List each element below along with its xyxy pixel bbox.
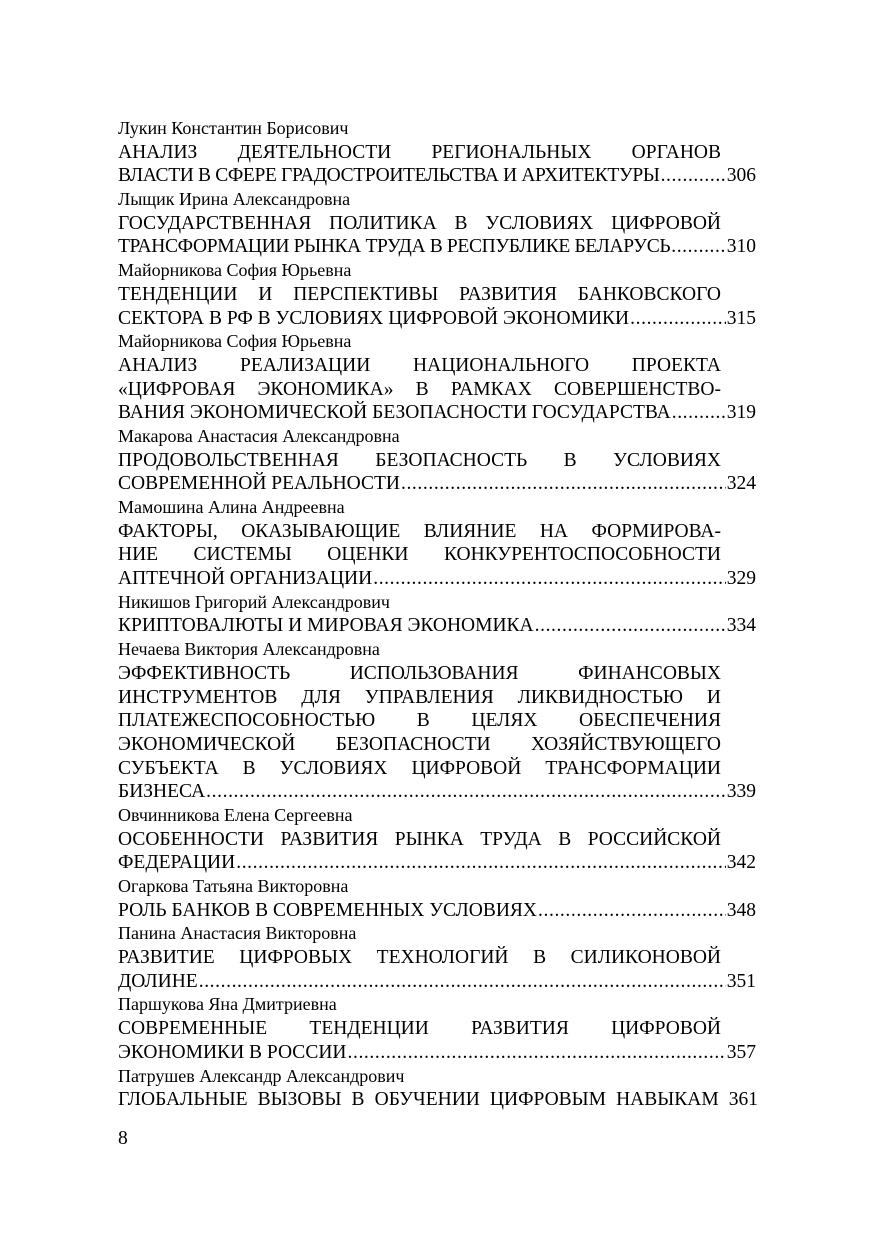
toc-page-number: 342 bbox=[726, 852, 756, 874]
toc-title-line: ГОСУДАРСТВЕННАЯ ПОЛИТИКА В УСЛОВИЯХ ЦИФРОВОЙ bbox=[118, 212, 721, 234]
toc-author: Макарова Анастасия Александровна bbox=[118, 425, 400, 446]
toc-title-line: РАЗВИТИЕ ЦИФРОВЫХ ТЕХНОЛОГИЙ В СИЛИКОНОВОЙ bbox=[118, 947, 721, 969]
dot-leader bbox=[206, 780, 726, 804]
toc-title-line: ГЛОБАЛЬНЫЕ ВЫЗОВЫ В ОБУЧЕНИИ ЦИФРОВЫМ НАВЫКАМ 361 bbox=[118, 1089, 758, 1111]
toc-title-text: СОВРЕМЕННОЙ РЕАЛЬНОСТИ bbox=[118, 473, 400, 495]
toc-title-line: АНАЛИЗ РЕАЛИЗАЦИИ НАЦИОНАЛЬНОГО ПРОЕКТА bbox=[118, 354, 721, 376]
toc-author: Никишов Григорий Александрович bbox=[118, 591, 390, 612]
toc-title-last-line bbox=[118, 970, 756, 994]
toc-title-text: ЭКОНОМИКИ В РОССИИ bbox=[118, 1041, 347, 1063]
toc-author: Панина Анастасия Викторовна bbox=[118, 923, 357, 944]
dot-leader bbox=[630, 307, 726, 331]
toc-author: Патрушев Александр Александрович bbox=[118, 1065, 405, 1086]
toc-title-last-line bbox=[118, 235, 756, 259]
toc-title-text: АПТЕЧНОЙ ОРГАНИЗАЦИИ bbox=[118, 568, 373, 590]
toc-page-number: 334 bbox=[726, 615, 756, 637]
toc-page-number: 339 bbox=[726, 781, 756, 803]
page-number: 8 bbox=[118, 1128, 128, 1149]
toc-title-line: ПРОДОВОЛЬСТВЕННАЯ БЕЗОПАСНОСТЬ В УСЛОВИЯХ bbox=[118, 449, 721, 471]
dot-leader bbox=[373, 567, 726, 591]
toc-title-line: ИНСТРУМЕНТОВ ДЛЯ УПРАВЛЕНИЯ ЛИКВИДНОСТЬЮ И bbox=[118, 686, 721, 708]
toc-title-line: ТЕНДЕНЦИИ И ПЕРСПЕКТИВЫ РАЗВИТИЯ БАНКОВСКОГО bbox=[118, 283, 721, 305]
toc-entry bbox=[118, 591, 758, 638]
toc-title-text: БИЗНЕСА bbox=[118, 781, 206, 803]
toc-author: Овчинникова Елена Сергеевна bbox=[118, 804, 353, 825]
toc-entry bbox=[118, 804, 758, 875]
toc-author: Майорникова София Юрьевна bbox=[118, 331, 352, 352]
toc-entry bbox=[118, 922, 758, 993]
table-of-contents bbox=[118, 117, 758, 1112]
toc-title-text: СЕКТОРА В РФ В УСЛОВИЯХ ЦИФРОВОЙ ЭКОНОМИКИ bbox=[118, 307, 630, 329]
toc-title-line: АНАЛИЗ ДЕЯТЕЛЬНОСТИ РЕГИОНАЛЬНЫХ ОРГАНОВ bbox=[118, 141, 721, 163]
toc-title-line: СУБЪЕКТА В УСЛОВИЯХ ЦИФРОВОЙ ТРАНСФОРМАЦИИ bbox=[118, 757, 721, 779]
dot-leader bbox=[535, 614, 726, 638]
toc-entry bbox=[118, 875, 758, 922]
toc-author: Лыщик Ирина Александровна bbox=[118, 189, 351, 210]
toc-page-number: 306 bbox=[726, 165, 756, 187]
toc-entry bbox=[118, 425, 758, 496]
toc-title-last-line bbox=[118, 780, 756, 804]
toc-title-text: ВЛАСТИ В СФЕРЕ ГРАДОСТРОИТЕЛЬСТВА И АРХИТЕКТУРЫ bbox=[118, 165, 660, 187]
toc-page-number: 324 bbox=[726, 473, 756, 495]
toc-title-last-line bbox=[118, 307, 756, 331]
toc-title-last-line bbox=[118, 567, 756, 591]
toc-entry bbox=[118, 638, 758, 804]
toc-title-line: ОСОБЕННОСТИ РАЗВИТИЯ РЫНКА ТРУДА В РОССИЙСКОЙ bbox=[118, 828, 721, 850]
toc-entry bbox=[118, 188, 758, 259]
toc-author: Мамошина Алина Андреевна bbox=[118, 497, 345, 517]
toc-title-line: ЭФФЕКТИВНОСТЬ ИСПОЛЬЗОВАНИЯ ФИНАНСОВЫХ bbox=[118, 662, 721, 684]
toc-title-line: «ЦИФРОВАЯ ЭКОНОМИКА» В РАМКАХ СОВЕРШЕНСТВО- bbox=[118, 378, 721, 400]
toc-title-text: ВАНИЯ ЭКОНОМИЧЕСКОЙ БЕЗОПАСНОСТИ ГОСУДАРСТВА bbox=[118, 402, 671, 424]
dot-leader bbox=[661, 164, 726, 188]
toc-author: Майорникова София Юрьевна bbox=[118, 260, 352, 281]
toc-entry bbox=[118, 496, 758, 591]
toc-title-last-line bbox=[118, 472, 756, 496]
toc-entry bbox=[118, 259, 758, 330]
toc-author: Огаркова Татьяна Викторовна bbox=[118, 876, 349, 896]
toc-page-number: 315 bbox=[726, 307, 756, 329]
toc-title-text: ФЕДЕРАЦИИ bbox=[118, 852, 236, 874]
toc-author: Лукин Константин Борисович bbox=[118, 118, 349, 138]
toc-title-text: ДОЛИНЕ bbox=[118, 970, 198, 992]
toc-title-last-line bbox=[118, 401, 756, 425]
dot-leader bbox=[671, 235, 726, 259]
toc-author: Паршукова Яна Дмитриевна bbox=[118, 994, 337, 1015]
dot-leader bbox=[401, 472, 726, 496]
dot-leader bbox=[672, 401, 726, 425]
dot-leader bbox=[199, 970, 726, 994]
toc-page-number: 310 bbox=[726, 236, 756, 258]
toc-entry bbox=[118, 117, 758, 188]
toc-entry bbox=[118, 330, 758, 425]
toc-title-last-line bbox=[118, 1041, 756, 1065]
toc-title-line: ФАКТОРЫ, ОКАЗЫВАЮЩИЕ ВЛИЯНИЕ НА ФОРМИРОВА- bbox=[118, 520, 721, 542]
toc-page-number: 319 bbox=[726, 402, 756, 424]
toc-title-text: КРИПТОВАЛЮТЫ И МИРОВАЯ ЭКОНОМИКА bbox=[118, 615, 534, 637]
toc-title-last-line bbox=[118, 851, 756, 875]
toc-title-line: НИЕ СИСТЕМЫ ОЦЕНКИ КОНКУРЕНТОСПОСОБНОСТИ bbox=[118, 544, 721, 566]
toc-title-last-line bbox=[118, 164, 756, 188]
dot-leader bbox=[236, 851, 726, 875]
toc-title-text: РОЛЬ БАНКОВ В СОВРЕМЕННЫХ УСЛОВИЯХ bbox=[118, 899, 538, 921]
toc-page-number: 351 bbox=[726, 970, 756, 992]
toc-title-last-line bbox=[118, 899, 756, 923]
toc-entry bbox=[118, 1065, 758, 1112]
dot-leader bbox=[348, 1041, 726, 1065]
toc-title-line: ЭКОНОМИЧЕСКОЙ БЕЗОПАСНОСТИ ХОЗЯЙСТВУЮЩЕГО bbox=[118, 733, 721, 755]
toc-title-last-line bbox=[118, 614, 756, 638]
toc-title-line: ПЛАТЕЖЕСПОСОБНОСТЬЮ В ЦЕЛЯХ ОБЕСПЕЧЕНИЯ bbox=[118, 710, 721, 732]
dot-leader bbox=[538, 899, 726, 923]
toc-page-number: 348 bbox=[726, 899, 756, 921]
toc-title-text: ТРАНСФОРМАЦИИ РЫНКА ТРУДА В РЕСПУБЛИКЕ БЕЛАРУСЬ bbox=[118, 236, 671, 258]
toc-title-line: СОВРЕМЕННЫЕ ТЕНДЕНЦИИ РАЗВИТИЯ ЦИФРОВОЙ bbox=[118, 1018, 721, 1040]
toc-page-number: 357 bbox=[726, 1041, 756, 1063]
toc-entry bbox=[118, 993, 758, 1064]
toc-author: Нечаева Виктория Александровна bbox=[118, 639, 380, 660]
toc-page-number: 329 bbox=[726, 568, 756, 590]
